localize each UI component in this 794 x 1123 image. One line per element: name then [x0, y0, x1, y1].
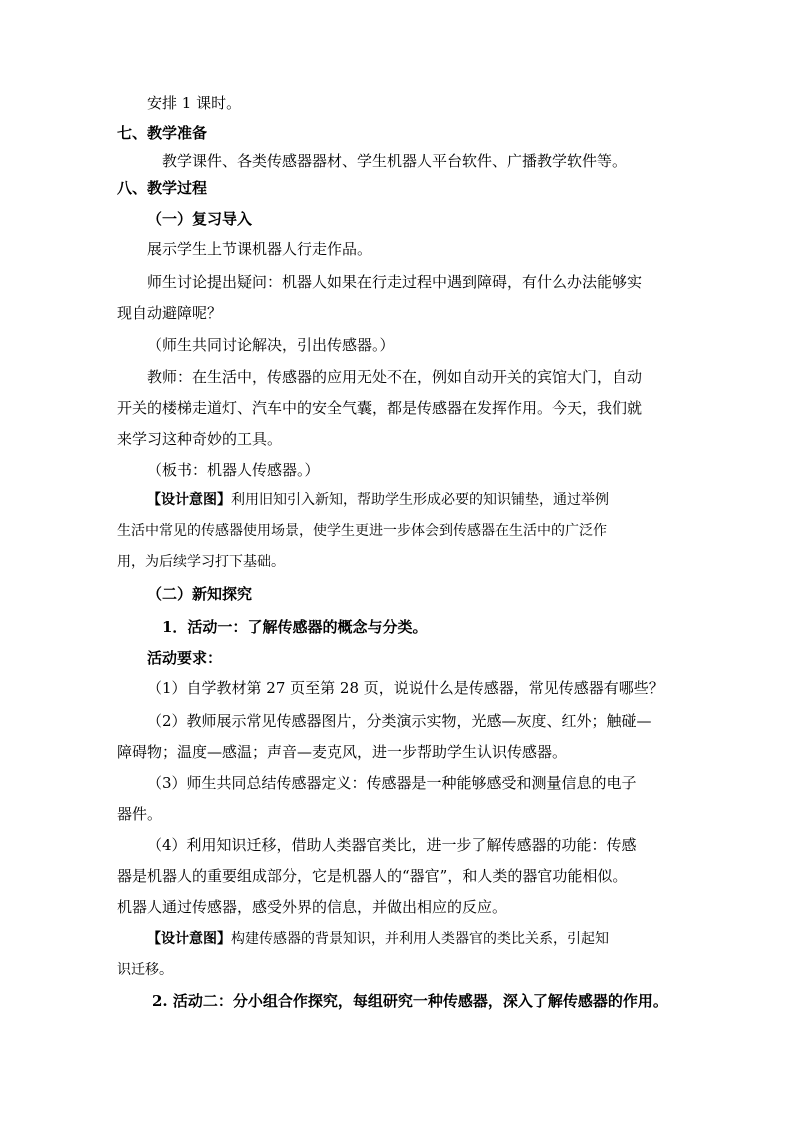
text-line: （2）教师展示常见传感器图片，分类演示实物，光感—灰度、红外；触碰— [147, 712, 652, 730]
text-line: 来学习这种奇妙的工具。 [117, 430, 283, 448]
section-heading: 七、教学准备 [117, 124, 208, 142]
text-line: （3）师生共同总结传感器定义：传感器是一种能够感受和测量信息的电子 [147, 774, 637, 792]
text-line: 器件。 [117, 805, 163, 823]
text-line: 识迁移。 [117, 962, 173, 978]
text-line: 展示学生上节课机器人行走作品。 [147, 240, 373, 258]
text-line: 器是机器人的重要组成部分，它是机器人的“器官”，和人类的器官功能相似。 [117, 867, 628, 885]
text-line: 生活中常见的传感器使用场景，使学生更进一步体会到传感器在生活中的广泛作 [117, 523, 607, 539]
text-line: 现自动避障呢？ [117, 304, 223, 322]
design-intent-label: 【设计意图】 [147, 931, 231, 947]
text-line: （1）自学教材第 27 页至第 28 页，说说什么是传感器，常见传感器有哪些？ [147, 679, 664, 697]
section-heading: 八、教学过程 [117, 179, 208, 197]
design-intent-label: 【设计意图】 [147, 492, 231, 508]
text-line: 教师：在生活中，传感器的应用无处不在，例如自动开关的宾馆大门，自动 [147, 368, 643, 386]
text-line: 用，为后续学习打下基础。 [117, 554, 285, 570]
text-line: （4）利用知识迁移，借助人类器官类比，进一步了解传感器的功能：传感 [147, 836, 637, 854]
design-intent-text: 构建传感器的背景知识，并利用人类器官的类比关系，引起知 [231, 931, 609, 947]
activity-heading: 1．活动一：了解传感器的概念与分类。 [162, 618, 428, 636]
subsection-heading: （二）新知探究 [147, 585, 253, 603]
text-line: 机器人通过传感器，感受外界的信息，并做出相应的反应。 [117, 898, 508, 916]
design-intent-line [147, 929, 609, 949]
activity-requirements-label: 活动要求： [147, 649, 223, 667]
text-line: 开关的楼梯走道灯、汽车中的安全气囊，都是传感器在发挥作用。今天，我们就 [117, 399, 643, 417]
text-line: 安排 1 课时。 [147, 94, 242, 112]
design-intent-text: 利用旧知引入新知，帮助学生形成必要的知识铺垫，通过举例 [231, 492, 609, 508]
activity-heading: 2. 活动二：分小组合作探究，每组研究一种传感器，深入了解传感器的作用。 [152, 992, 668, 1010]
text-line: （师生共同讨论解决，引出传感器。） [147, 336, 395, 354]
subsection-heading: （一）复习导入 [147, 210, 253, 228]
text-line: （板书：机器人传感器。） [147, 461, 320, 479]
text-line: 障碍物；温度—感温；声音—麦克风，进一步帮助学生认识传感器。 [117, 743, 568, 761]
design-intent-line [147, 490, 609, 510]
text-line: 师生讨论提出疑问：机器人如果在行走过程中遇到障碍，有什么办法能够实 [147, 273, 643, 291]
text-line: 教学课件、各类传感器器材、学生机器人平台软件、广播教学软件等。 [162, 152, 628, 170]
